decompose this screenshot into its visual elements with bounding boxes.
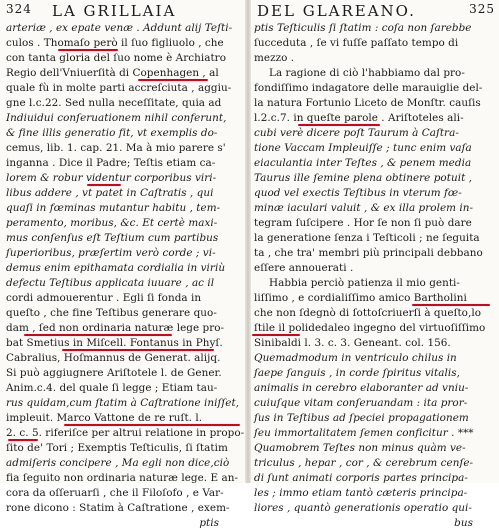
text-line: la generatione ſenza i Teſticoli ; ne ſeguita [254, 232, 480, 244]
text-line: ſeu immortalitatem ſemen conficitur . *** [254, 427, 474, 439]
text-line: les ; immo etiam tantò cæteris principa- [254, 487, 468, 499]
text-line: bat Smetius in Miſcell. Fontanus in Phyſ. [6, 337, 223, 349]
text-line: tegram ſuſcipere . Hor ſe non ſi può dare [254, 217, 472, 229]
text-line: quaſi in fœminas mutantur habitu , tem- [6, 202, 221, 214]
text-line: cemus, lib. 1. cap. 21. Ma à mio parere s' [6, 142, 226, 154]
red-underline-liceto [298, 124, 380, 126]
text-line: tione Vaccam Impleuiſſe ; tunc enim vaſa [254, 142, 472, 154]
text-line: ſucceduta , ſe vi fuſſe paſſato tempo di [254, 37, 459, 49]
text-line: cordi admouerentur . Egli ſi fonda in [6, 292, 202, 304]
text-line: che non ſdegnò di ſottoſcriuerſi à queſto,lo [254, 307, 482, 319]
text-line: l.2.c.7. in queſte parole . Ariſtoteles ali- [254, 112, 464, 124]
right-page [251, 0, 499, 529]
red-underline-padre [87, 184, 121, 186]
red-underline-hosmannus [62, 349, 214, 351]
text-line: fondiſſimo indagatore delle marauiglie del- [254, 82, 483, 94]
left-text-block [0, 21, 245, 531]
text-line: la natura Fortunio Liceto de Monſtr. cauſis [254, 97, 481, 109]
text-line: admiſeris concipere , Ma egli non dice,ciò [6, 457, 230, 469]
text-line: Indiuidui conſeruationem nihil conferunt, [6, 112, 227, 124]
text-line: La ragione di ciò l'habbiamo dal pro- [269, 67, 465, 79]
page-number: 325 [469, 2, 495, 16]
text-line: cora da oſſeruarſi , che il Filoſofo , e Var- [6, 487, 224, 499]
red-underline-smetius-fontanus [24, 334, 172, 336]
text-line: ſus in Teſtibus ad ſpeciei propagationem [254, 412, 469, 424]
red-underline-vattone [64, 424, 240, 426]
text-line: ptis Teſticulis ſi ſtatim : coſa non ſarebbe [254, 22, 472, 34]
left-page [0, 0, 245, 529]
text-line: Habbia perciò patienza il mio genti- [269, 277, 460, 289]
left-page-header [0, 2, 245, 20]
running-title: DEL GLAREANO. [257, 2, 416, 20]
catchword: ptis [199, 517, 219, 529]
text-line: mezzo . [254, 52, 295, 64]
text-line: eſſere annouerati . [254, 262, 354, 274]
text-line: Cabralius, Hoſmannus de Generat. alijq. [6, 352, 221, 364]
text-line: con tanta gloria del ſuo nome è Archiatro [6, 52, 226, 64]
text-line: mus conſenſus eſt Teſtium cum partibus [6, 232, 219, 244]
text-line: minæ iaculari valuit , & ex illa prolem in- [254, 202, 474, 214]
text-line: inganna . Dice il Padre; Teſtis etiam ca- [6, 157, 216, 169]
text-line: rone dicono : Statim à Caſtratione , exem- [6, 502, 230, 514]
text-line: rus quidam,cum ſtatim à Caſtratione iniſſet, [6, 397, 240, 409]
red-underline-chapter-ref [8, 439, 38, 441]
text-line: lorem & robur videntur corporibus viri- [6, 172, 217, 184]
red-underline-accresciuta [138, 79, 208, 81]
text-line: queſto , che fine Teſtibus generare quo- [6, 307, 217, 319]
text-line: Taurus ille ſemine plena obtinere potuit , [254, 172, 472, 184]
text-line: defectu Teſtibus applicata iuuare , ac il [6, 277, 215, 289]
text-line: Quamobrem Teſtes non minus quàm ve- [254, 442, 466, 454]
text-line: arteriæ , ex epate venæ . Addunt alij Teſti- [6, 22, 233, 34]
page-number: 324 [6, 2, 32, 16]
text-line: 2. c. 5. riferiſce per altrui relatione in propo- [6, 427, 245, 439]
red-underline-sinibaldi [252, 334, 300, 336]
text-line: ſtile il polidedaleo ingegno del virtuoſiſſimo [254, 322, 486, 334]
text-line: ſito de' Tori ; Exemptis Teſticulis, ſi ſtatim [6, 442, 228, 454]
text-line: cuiuſque vitam conſeruandam : ita pror- [254, 397, 468, 409]
text-line: quale fù in molte parti accreſciuta , aggiu- [6, 82, 232, 94]
text-line: cubi verè dicere poſt Taurum à Caſtra- [254, 127, 459, 139]
text-line: ſuperioribus, præſertim verò corde ; vi- [6, 247, 216, 259]
red-underline-thomaso [58, 49, 118, 51]
text-line: fia ſeguito non ordinaria naturæ lege. E an- [6, 472, 239, 484]
text-line: gne l.c.22. Sed nulla neceſſitate, quia ad [6, 97, 222, 109]
text-line: ta , che tra' membri più principali debbano [254, 247, 483, 259]
text-line: demus enim epithamata cordialia in viriù [6, 262, 226, 274]
text-line: liores , quantò generationis operatio qui- [254, 502, 472, 514]
text-line: liſſimo , e cordialiſſimo amico Bartholini [254, 292, 467, 304]
text-line: Sinibaldi l. 3. c. 3. Geneant. col. 156. [254, 337, 451, 349]
text-line: culos . Thomaſo però il ſuo figliuolo , che [6, 37, 224, 49]
text-line: peramento, moribus, &c. Et certè maxi- [6, 217, 218, 229]
text-line: di ſunt animati corporis partes principa- [254, 472, 468, 484]
right-page-header [251, 2, 499, 20]
red-underline-bartholini [412, 304, 490, 306]
text-line: Regio dell'Vniuerſità di Copenhagen , al [6, 67, 219, 79]
text-line: impleuit. Marco Vattone de re ruſt. l. [6, 412, 203, 424]
text-line: ſaepe ſanguis , in corde ſpiritus vitalis, [254, 367, 460, 379]
text-line: animalis in cerebro elaboranter ad vniu- [254, 382, 469, 394]
catchword: bus [454, 517, 473, 529]
text-line: triculus , hepar , cor , & cerebrum cenſe- [254, 457, 474, 469]
text-line: dam , ſed non ordinaria naturæ lege pro- [6, 322, 225, 334]
text-line: Si può aggiugnere Ariſtotele l. de Gener. [6, 367, 222, 379]
text-line: & fine illis generatio fit, vt exemplis do- [6, 127, 218, 139]
text-line: eiaculantia inter Teſtes , & penem media [254, 157, 472, 169]
text-line: Anim.c.4. del quale ſi legge ; Etiam tau- [6, 382, 218, 394]
text-line: quod vel exectis Teſtibus in vterum fœ- [254, 187, 462, 199]
text-line: Quemadmodum in ventriculo chilus in [254, 352, 457, 364]
text-line: libus addere , vt patet in Caſtratis , qui [6, 187, 214, 199]
running-title: LA GRILLAIA [52, 2, 177, 20]
right-text-block [251, 21, 499, 531]
